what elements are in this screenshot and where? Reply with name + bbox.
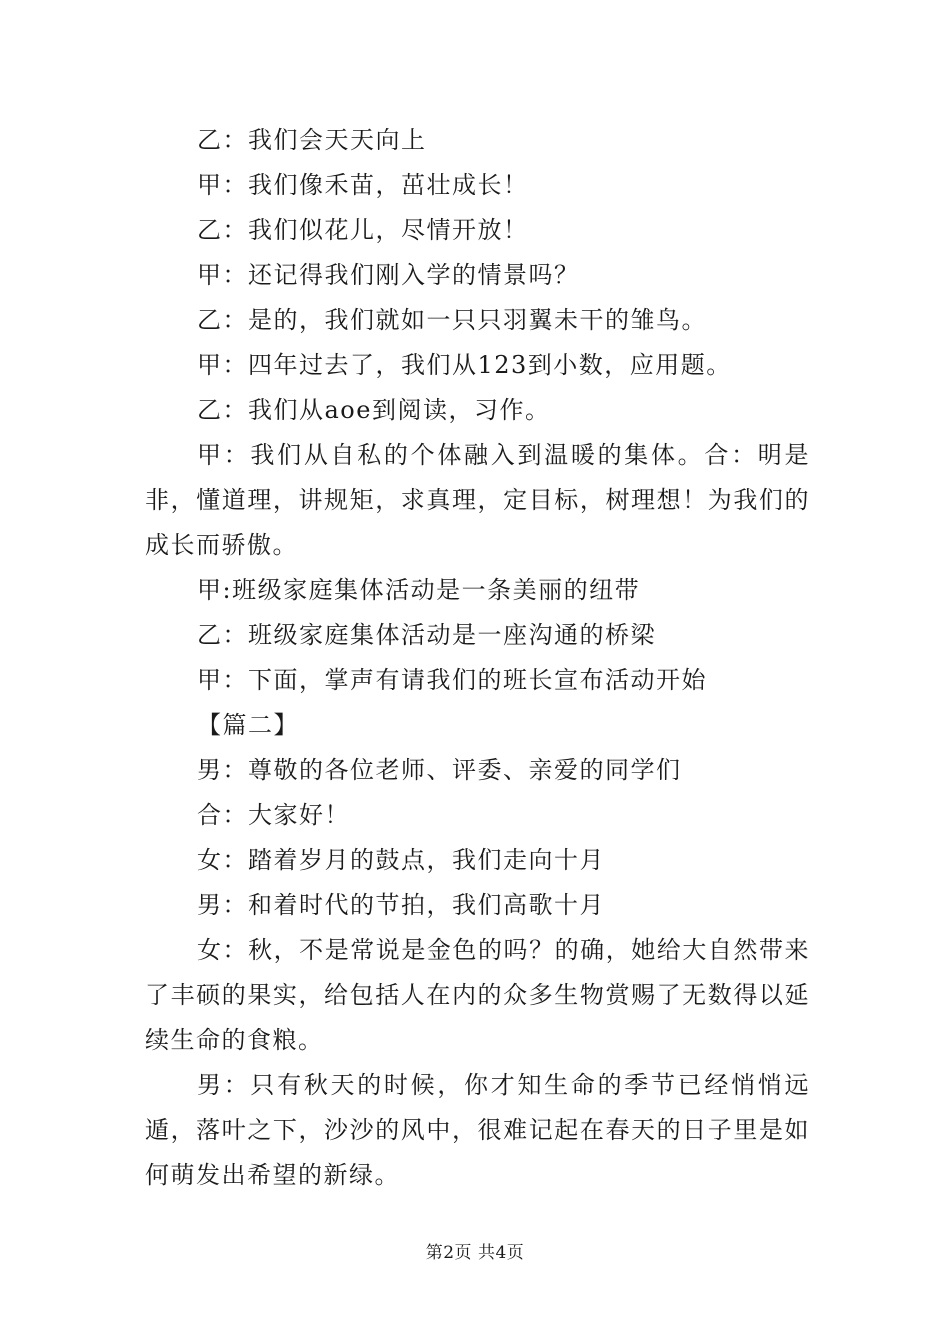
- paragraph: 乙：我们从aoe到阅读，习作。: [197, 396, 551, 424]
- paragraph: 男：只有秋天的时候，你才知生命的季节已经悄悄远遁，落叶之下，沙沙的风中，很难记起在春天的日子里是如何萌发出希望的新绿。: [145, 1071, 810, 1189]
- paragraph: 合：大家好！: [197, 801, 350, 829]
- paragraph: 乙：我们会天天向上: [197, 126, 427, 154]
- paragraph: 乙：是的，我们就如一只只羽翼未干的雏鸟。: [197, 306, 707, 334]
- paragraph: 乙：班级家庭集体活动是一座沟通的桥梁: [197, 621, 656, 649]
- paragraph: 甲：还记得我们刚入学的情景吗？: [197, 261, 580, 289]
- paragraph: 甲：下面，掌声有请我们的班长宣布活动开始: [197, 666, 707, 694]
- document-body: [145, 118, 810, 1198]
- paragraph: 男：尊敬的各位老师、评委、亲爱的同学们: [197, 756, 682, 784]
- paragraph: 乙：我们似花儿，尽情开放！: [197, 216, 529, 244]
- paragraph: 甲：我们像禾苗，茁壮成长！: [197, 171, 529, 199]
- paragraph: 甲：我们从自私的个体融入到温暖的集体。合：明是非，懂道理，讲规矩，求真理，定目标，树理想！为我们的成长而骄傲。: [145, 441, 810, 559]
- paragraph: 女：踏着岁月的鼓点，我们走向十月: [197, 846, 605, 874]
- paragraph: 男：和着时代的节拍，我们高歌十月: [197, 891, 605, 919]
- page-number-footer: 第2页 共4页: [425, 1243, 525, 1263]
- paragraph: 甲:班级家庭集体活动是一条美丽的纽带: [197, 576, 641, 604]
- paragraph: 甲：四年过去了，我们从123到小数，应用题。: [197, 351, 732, 379]
- section-heading: 【篇二】: [197, 711, 299, 739]
- paragraph: 女：秋，不是常说是金色的吗？的确，她给大自然带来了丰硕的果实，给包括人在内的众多生物赏赐了无数得以延续生命的食粮。: [145, 936, 810, 1054]
